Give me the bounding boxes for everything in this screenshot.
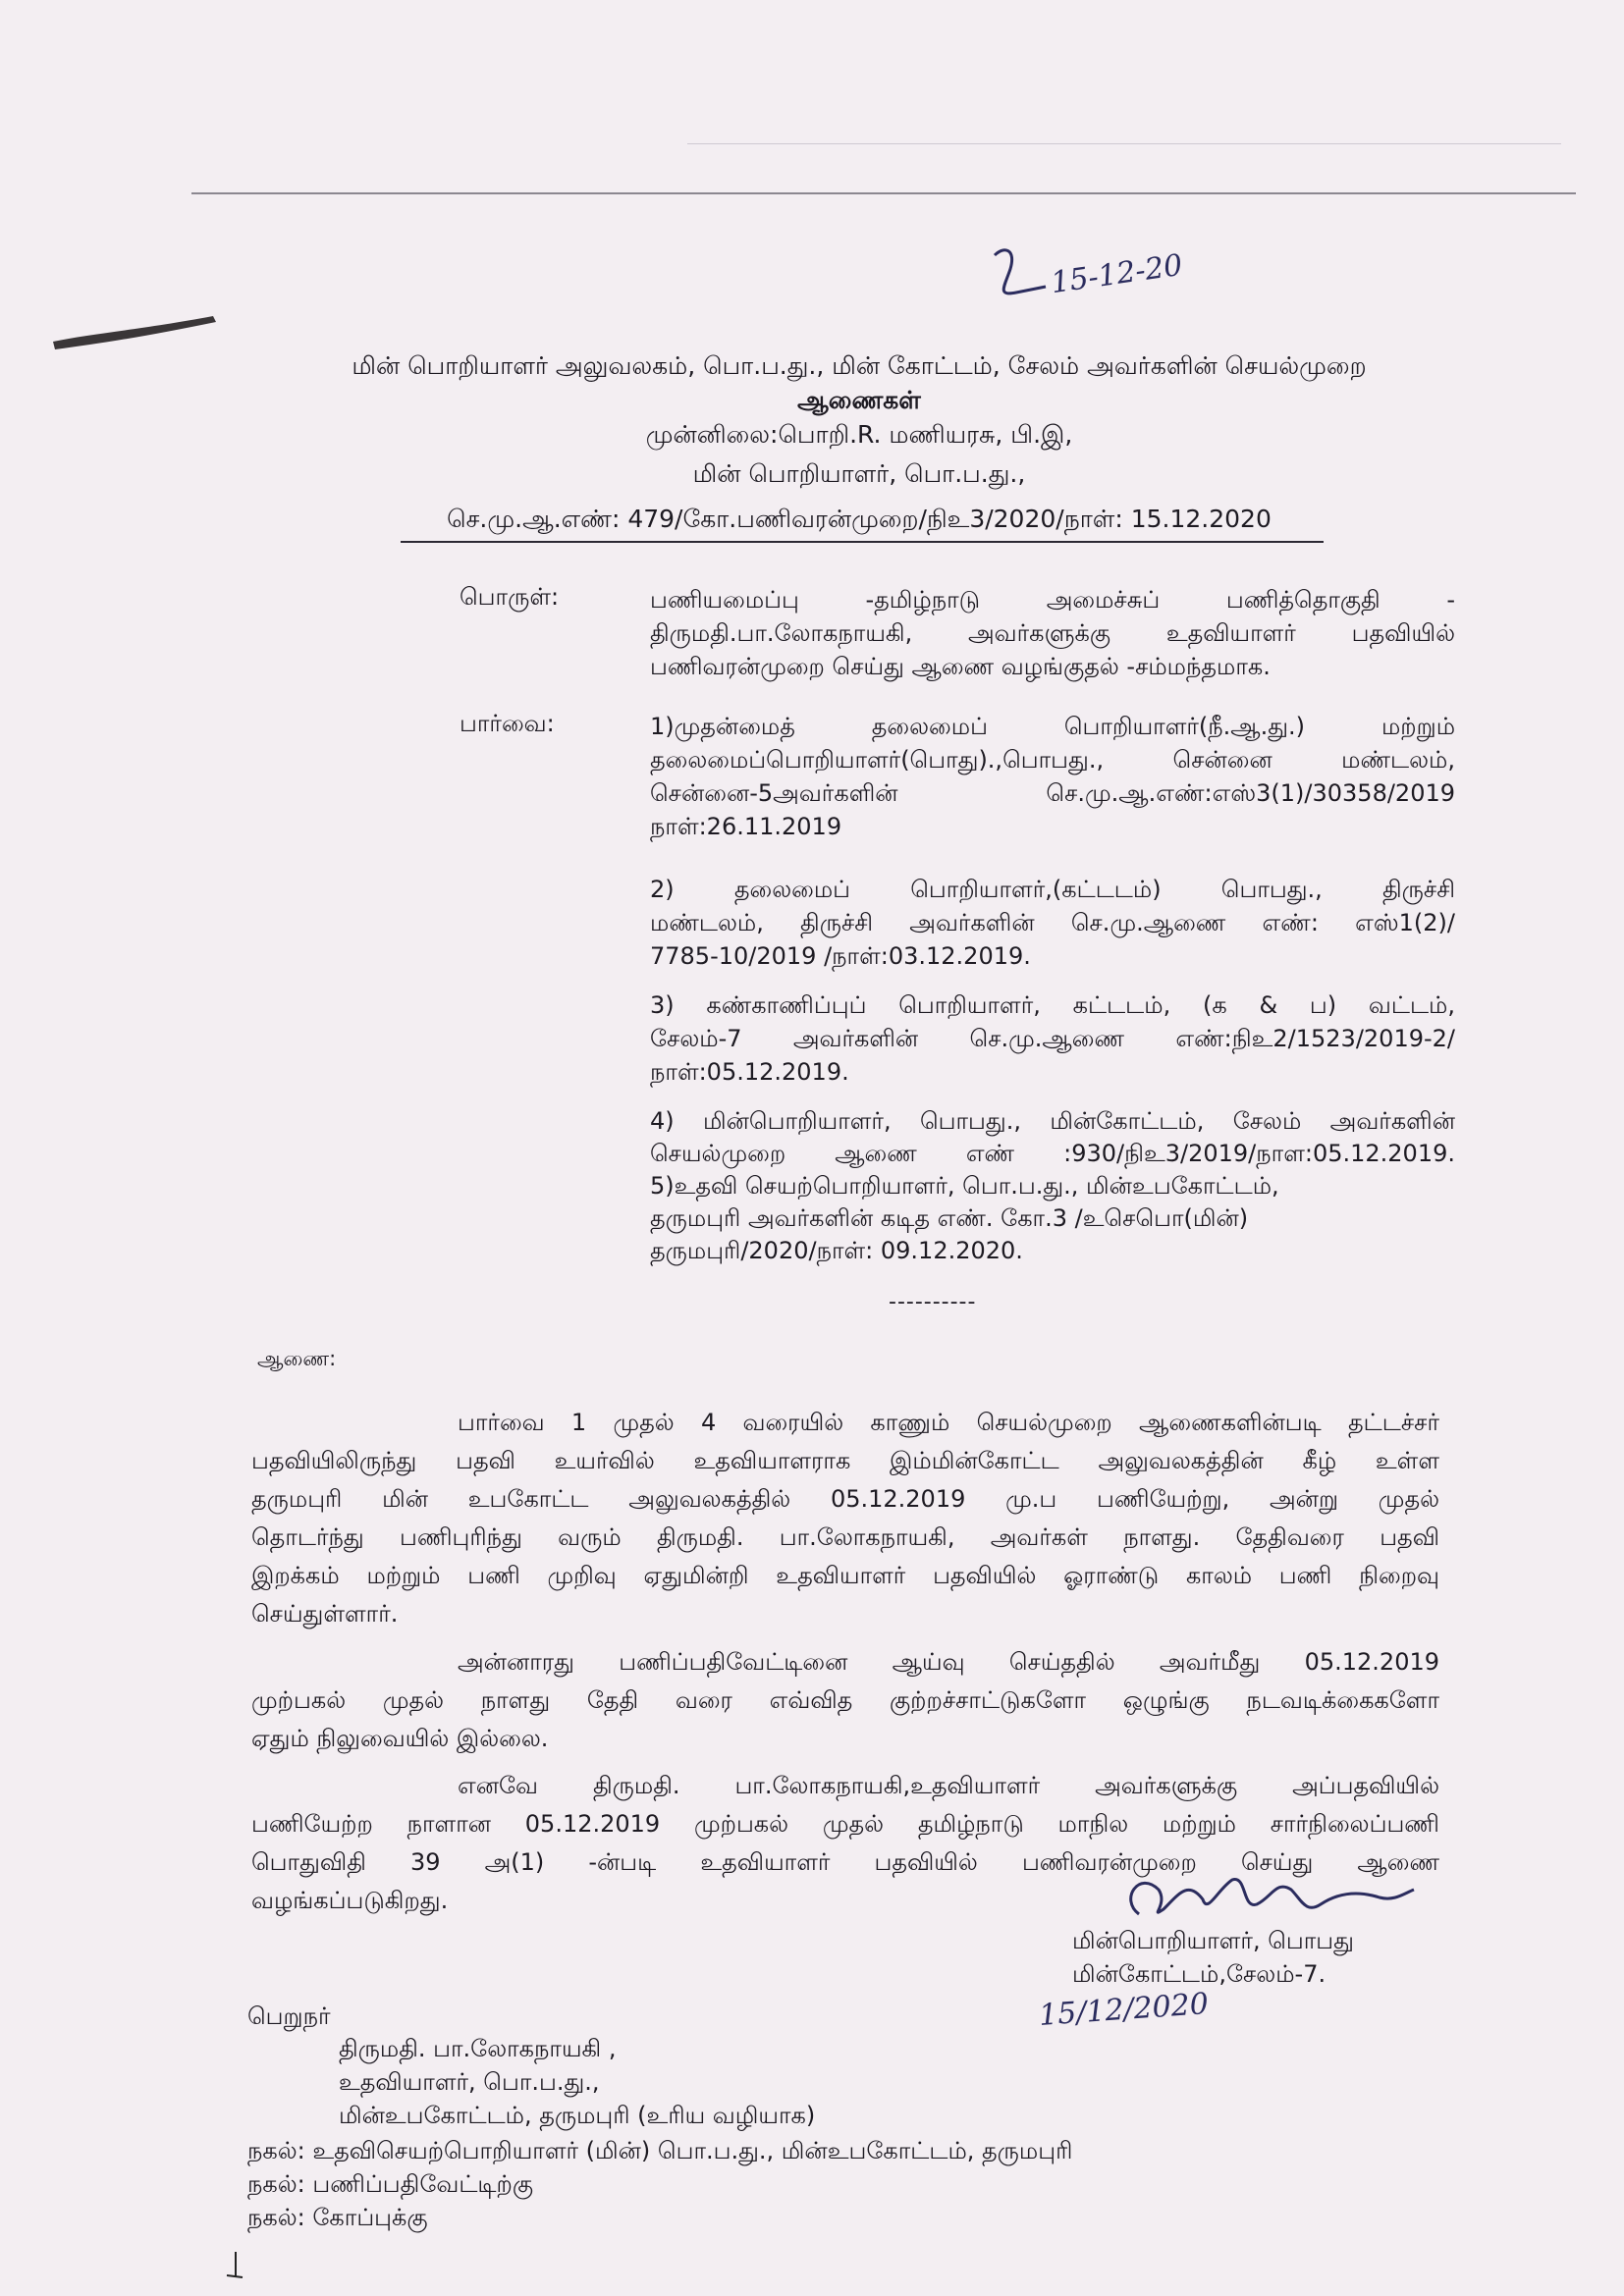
reference-underline: [401, 541, 1324, 543]
faint-top-rule: [687, 143, 1561, 144]
orders-title: ஆணைகள்: [797, 386, 921, 414]
reference-item-3: 3) கண்காணிப்புப் பொறியாளர், கட்டடம், (க & ப) வட்டம், சேலம்-7 அவர்களின் செ.மு.ஆணை எண்:நிஉ2/1523/2019-2/ நாள்:05.12.2019.: [650, 991, 1455, 1086]
order-paragraph-1: பார்வை 1 முதல் 4 வரையில் காணும் செயல்முறை ஆணைகளின்படி தட்டச்சர் பதவியிலிருந்து பதவி உயர்வில் உதவியாளராக இம்மின்கோட்ட அலுவலகத்தின் கீழ் உள்ள தருமபுரி மின் உபகோட்ட அலுவலகத்தில் 05.12.2019 மு.ப பணியேற்று, அன்று முதல் தொடர்ந்து பணிபுரிந்து வரும் திருமதி. பா.லோகநாயகி, அவர்கள் நாளது. தேதிவரை பதவி இறக்கம் மற்றும் பணி முறிவு ஏதுமின்றி உதவியாளர் பதவியில் ஓராண்டு காலம் பணி நிறைவு செய்துள்ளார்.: [251, 1409, 1439, 1628]
subject-text: பணியமைப்பு -தமிழ்நாடு அமைச்சுப் பணித்தொகுதி - திருமதி.பா.லோகநாயகி, அவர்களுக்கு உதவியாளர் பதவியில் பணிவரன்முறை செய்து ஆணை வழங்குதல் -சம்மந்தமாக.: [650, 586, 1455, 680]
order-paragraph-2: அன்னாரது பணிப்பதிவேட்டினை ஆய்வு செய்ததில் அவர்மீது 05.12.2019 முற்பகல் முதல் நாளது தேதி வரை எவ்வித குற்றச்சாட்டுகளோ ஒழுங்கு நடவடிக்கைகளோ ஏதும் நிலுவையில் இல்லை.: [251, 1648, 1439, 1752]
recipient-heading: பெறுநர்: [247, 2002, 331, 2030]
recipient-office: மின்உபகோட்டம், தருமபுரி (உரிய வழியாக): [339, 2102, 816, 2129]
pen-mark: [221, 2248, 250, 2287]
copy-line-3: நகல்: கோப்புக்கு: [247, 2204, 428, 2231]
binding-mark: [51, 312, 218, 351]
reference-separator: ----------: [889, 1290, 977, 1314]
subject-label: பொருள்:: [460, 583, 560, 611]
order-paragraph-3: எனவே திருமதி. பா.லோகநாயகி,உதவியாளர் அவர்களுக்கு அப்பதவியில் பணியேற்ற நாளான 05.12.2019 முற்பகல் முதல் தமிழ்நாடு மாநில மற்றும் சார்நிலைப்பணி பொதுவிதி 39 அ(1) -ன்படி உதவியாளர் பதவியில் பணிவரன்முறை செய்து ஆணை வழங்கப்படுகிறது.: [251, 1772, 1439, 1914]
references-label: பார்வை:: [460, 710, 555, 737]
copy-line-2: நகல்: பணிப்பதிவேட்டிற்கு: [247, 2170, 534, 2198]
top-rule: [191, 192, 1576, 194]
recipient-designation: உதவியாளர், பொ.ப.து.,: [339, 2068, 600, 2096]
presided-by: முன்னிலை:பொறி.R. மணியரசு, பி.இ,: [645, 420, 1073, 449]
officer-designation: மின் பொறியாளர், பொ.ப.து.,: [692, 459, 1026, 488]
order-heading: ஆணை:: [257, 1347, 337, 1370]
reference-item-1: 1)முதன்மைத் தலைமைப் பொறியாளர்(நீ.ஆ.து.) மற்றும் தலைமைப்பொறியாளர்(பொது).,பொபது., சென்னை மண்டலம், சென்னை-5அவர்களின் செ.மு.ஆ.எண்:எஸ்3(1)/30358/2019 நாள்:26.11.2019: [650, 713, 1455, 840]
recipient-name: திருமதி. பா.லோகநாயகி ,: [339, 2035, 617, 2062]
reference-item-4-5: 4) மின்பொறியாளர், பொபது., மின்கோட்டம், சேலம் அவர்களின் செயல்முறை ஆணை எண் :930/நிஉ3/2019/நாள:05.12.2019. 5)உதவி செயற்பொறியாளர், பொ.ப.து., மின்உபகோட்டம், தருமபுரி அவர்களின் கடித எண். கோ.3 /உசெபொ(மின்) தருமபுரி/2020/நாள்: 09.12.2020.: [650, 1107, 1455, 1264]
copy-line-1: நகல்: உதவிசெயற்பொறியாளர் (மின்) பொ.ப.து., மின்உபகோட்டம், தருமபுரி: [247, 2137, 1073, 2164]
handwritten-date-top: 15-12-20: [1049, 247, 1185, 301]
signatory-designation: மின்பொறியாளர், பொபது: [1072, 1927, 1354, 1954]
signatory-office: மின்கோட்டம்,சேலம்-7.: [1072, 1960, 1326, 1988]
reference-number: செ.மு.ஆ.எண்: 479/கோ.பணிவரன்முறை/நிஉ3/2020/நாள்: 15.12.2020: [447, 505, 1272, 533]
reference-item-2: 2) தலைமைப் பொறியாளர்,(கட்டடம்) பொபது., திருச்சி மண்டலம், திருச்சி அவர்களின் செ.மு.ஆணை எண்: எஸ்1(2)/ 7785-10/2019 /நாள்:03.12.2019.: [650, 876, 1455, 970]
handwritten-sign-date: 15/12/2020: [1037, 1987, 1210, 2033]
office-title: மின் பொறியாளர் அலுவலகம், பொ.ப.து., மின் கோட்டம், சேலம் அவர்களின் செயல்முறை: [352, 351, 1367, 380]
